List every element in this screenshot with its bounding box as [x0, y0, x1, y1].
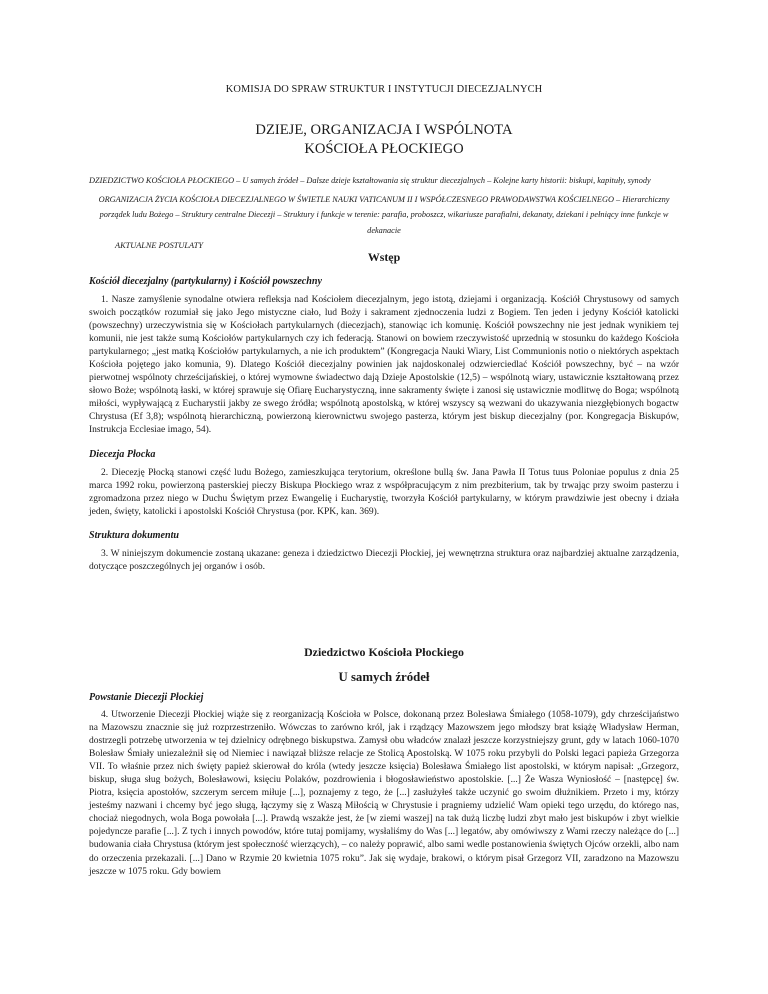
- subheading-structure: Struktura dokumentu: [89, 529, 180, 541]
- paragraph-4: 4. Utworzenie Diecezji Płockiej wiąże się z reorganizacją Kościoła w Polsce, dokonaną przez Bolesława Śmiałego (1058-1079), gdy chrześcijaństwo na Mazowszu znacznie się już rozprzestrzeniło. Wówczas to zarówno król, jak i rządzący Mazowszem jego młodszy brat książę Władysław Herman, dostrzegli potrzebę utworzenia w tej dzielnicy odrębnego biskupstwa. Zamysł obu władców znalazł jeszcze korzystniejszy grunt, gdy w latach 1060-1070 Bolesław Śmiały uniezależnił się od Niemiec i nawiązał bliższe relacje ze Stolicą Apostolską. W 1075 roku przybyli do Polski legaci papieża Grzegorza VII. To właśnie przez nich święty papież skierował do króla (wtedy jeszcze księcia) Bolesława Śmiałego list apostolski, w którym napisał: „Grzegorz, biskup, sługa sług bożych, Bolesławowi, księciu Polaków, pozdrowienia i błogosławieństwo apostolskie. [...] Że Wasza Wyniosłość – [następcę] św. Piotra, księcia apostołów, szczerym sercem miłuje [...], poznajemy z tego, że [...] zasłużyłeś także uczynić go swoim dłużnikiem. Przeto i my, którzy jesteśmy nazwani i chcemy być jego sługą, łączymy się z Waszą Miłością w Chrystusie i pragniemy udzielić Wam opieki tego urzędu, do którego nas, chociaż niegodnych, wola Boga powołała [...]. Prawdą wszakże jest, że [w ziemi waszej] na tak dużą liczbę ludzi zbyt mało jest biskupów i zbyt wielkie pojedyncze parafie [...]. Z tych i innych powodów, które tutaj pomijamy, wysłaliśmy do Was [...] legatów, aby omówiwszy z Wami rzeczy należące do [...] budowania ciała Chrystusa (którym jest społeczność wierzących), – co należy poprawić, albo sami wedle postanowienia świętych Ojców orzekli, albo nam do orzeczenia przekazali. [...] Dano w Rzymie 20 kwietnia 1075 roku”. Jak się wydaje, brakowi, o którym pisał Grzegorz VII, zaradzono na Mazowszu jeszcze w 1075 roku. Gdy bowiem: [89, 710, 679, 877]
- intro-heading: Wstęp: [367, 250, 401, 264]
- paragraph-2: 2. Diecezję Płocką stanowi część ludu Bożego, zamieszkująca terytorium, określone bullą św. Jana Pawła II Totus tuus Poloniae populus z dnia 25 marca 1992 roku, powierzoną pasterskiej pieczy Biskupa Płockiego wraz z współpracującym z nim prezbiterium, tak by trwając przy swoim pasterzu i zgromadzona przez niego w Duchu Świętym przez Ewangelię i Eucharystię, tworzyła Kościół partykularny, w którym prawdziwie jest obecny i działa jeden, święty, katolicki i apostolski Kościół Chrystusa (por. KPK, kan. 369).: [89, 467, 679, 517]
- part1-heading: Dziedzictwo Kościoła Płockiego: [304, 645, 464, 659]
- subheading-founding: Powstanie Diecezji Płockiej: [89, 692, 204, 703]
- title-line-2: KOŚCIOŁA PŁOCKIEGO: [304, 141, 464, 157]
- paragraph-1: 1. Nasze zamyślenie synodalne otwiera refleksja nad Kościołem diecezjalnym, jego istotą, dziejami i organizacją. Kościół Chrystusowy od samych swoich początków rozumiał się jako Jego mistyczne ciało, lud Boży i sakrament zjednoczenia ludzi z Bogiem. Ten jeden i jedyny Kościół katolicki (powszechny) urzeczywistnia się w Kościołach partykularnych (diecezjach), stanowiąc ich komunię. Kościół powszechny nie jest jednak wynikiem tej komunii, nie jest także sumą Kościołów partykularnych czy ich federacją. Stanowi on bowiem rzeczywistość uprzednią w stosunku do każdego Kościoła partykularnego; „jest matką Kościołów partykularnych, a nie ich produktem” (Kongregacja Nauki Wiary, List Communionis notio o niektórych aspektach Kościoła pojętego jako komunia, 9). Dlatego Kościół diecezjalny powinien jak najdoskonalej odzwierciedlać Kościół powszechny, być – na wzór pierwotnej wspólnoty chrześcijańskiej, o której wymowne świadectwo dają Dzieje Apostolskie (12,5) – wspólnotą wiary, ustawicznie kształtowaną przez słowo Boże; wspólnotą łaski, w której sprawuje się Ofiarę Eucharystyczną, inne sakramenty święte i zanosi się ustawicznie modlitwę do Boga; wspólnotą miłości, wypływającą z Eucharystii jakby ze swego źródła; wspólnotą apostolską, w której wszyscy są wezwani do ukazywania niezgłębionych bogactw Chrystusa (Ef 3,8); wspólnotą hierarchiczną, powierzoną kierownictwu swojego pasterza, którym jest biskup diecezjalny (por. Kongregacja Biskupów, Instrukcja Ecclesiae imago, 54).: [89, 295, 679, 436]
- toc-line-3: AKTUALNE POSTULATY: [115, 241, 203, 250]
- toc-line-2: ORGANIZACJA ŻYCIA KOŚCIOŁA DIECEZJALNEGO W ŚWIETLE NAUKI VATICANUM II I WSPÓŁCZESNEGO PRAWODAWSTWA KOŚCIELNEGO – Hierarchiczny porządek ludu Bożego – Struktury centralne Diecezji – Struktury i funkcje w terenie: parafia, proboszcz, wikariusze parafialni, dekanaty, dziekani i pełniący inne funkcje w dekanacie: [98, 194, 670, 235]
- title-line-1: DZIEJE, ORGANIZACJA I WSPÓLNOTA: [255, 122, 513, 138]
- table-of-contents: [89, 173, 679, 254]
- commission-header: KOMISJA DO SPRAW STRUKTUR I INSTYTUCJI DIECEZJALNYCH: [225, 84, 543, 95]
- subheading-diocese: Diecezja Płocka: [89, 448, 156, 460]
- intro-section: [89, 250, 679, 574]
- subheading-local-church: Kościół diecezjalny (partykularny) i Kościół powszechny: [89, 276, 322, 287]
- part1-section: [89, 645, 679, 879]
- toc-line-1: DZIEDZICTWO KOŚCIOŁA PŁOCKIEGO – U samych źródeł – Dalsze dzieje kształtowania się struktur diecezjalnych – Kolejne karty historii: biskupi, kapituły, synody: [89, 176, 651, 185]
- part1-title: U samych źródeł: [338, 670, 430, 684]
- document-title: [0, 121, 768, 159]
- paragraph-3: 3. W niniejszym dokumencie zostaną ukazane: geneza i dziedzictwo Diecezji Płockiej, jej wewnętrzna struktura oraz najbardziej aktualne zarządzenia, dotyczące poszczególnych jej organów i osób.: [89, 548, 679, 572]
